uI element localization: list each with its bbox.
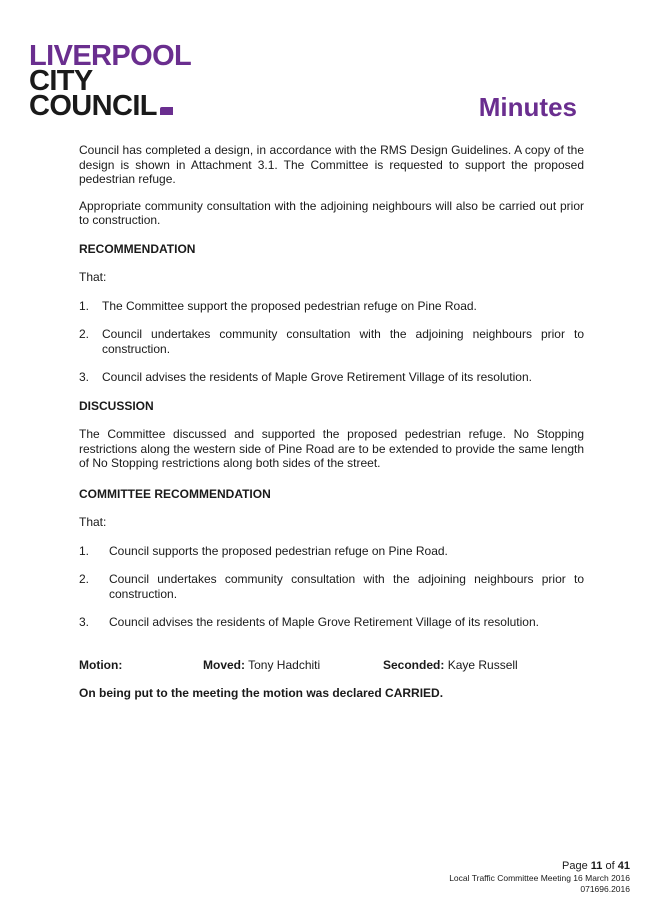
list-item-text: The Committee support the proposed pedestrian refuge on Pine Road. [102, 298, 477, 313]
list-item-text: Council supports the proposed pedestrian refuge on Pine Road. [109, 543, 448, 558]
list-item-number: 1. [79, 543, 90, 558]
motion-row [79, 658, 584, 673]
page-total: 41 [617, 860, 630, 872]
paragraph-consultation: Appropriate community consultation with the adjoining neighbours will also be carried out prior to construction. [79, 198, 584, 227]
list-item [79, 299, 584, 314]
list-item [79, 572, 584, 601]
document-body [79, 143, 584, 701]
that-label: That: [79, 270, 107, 284]
list-item [79, 370, 584, 385]
page-footer [449, 860, 630, 895]
that-label: That: [79, 515, 107, 529]
motion-result: On being put to the meeting the motion was declared CARRIED. [79, 686, 444, 700]
page-current: 11 [590, 860, 603, 872]
seconded-label: Seconded: [383, 657, 445, 672]
list-item [79, 615, 584, 630]
list-item-number: 2. [79, 327, 90, 341]
list-item-number: 1. [79, 298, 90, 313]
paragraph-design: Council has completed a design, in accordance with the RMS Design Guidelines. A copy of the design is shown in Attachment 3.1. The Committee is requested to support the proposed pedestrian refuge. [79, 143, 584, 186]
discussion-text: The Committee discussed and supported the proposed pedestrian refuge. No Stopping restrictions along the western side of Pine Road are to be extended to provide the same length of No Stopping restrictions along both sides of the street. [79, 427, 584, 470]
page-label: Page [562, 860, 588, 872]
seconded-by [383, 658, 518, 673]
discussion-heading: DISCUSSION [79, 398, 154, 413]
list-item-number: 3. [79, 615, 90, 629]
recommendation-heading: RECOMMENDATION [79, 241, 196, 256]
seconded-value: Kaye Russell [447, 657, 518, 672]
committee-recommendation-heading: COMMITTEE RECOMMENDATION [79, 486, 271, 501]
list-item-number: 3. [79, 370, 90, 384]
page-number [449, 860, 630, 873]
page-of-label: of [605, 860, 615, 872]
list-item-text: Council undertakes community consultation with the adjoining neighbours prior to construction. [102, 327, 584, 356]
moved-by [203, 658, 383, 673]
council-logo [29, 40, 192, 122]
list-item-text: Council undertakes community consultation with the adjoining neighbours prior to construction. [109, 572, 584, 601]
meeting-name: Local Traffic Committee Meeting 16 March 2016 [449, 873, 630, 883]
list-item-number: 2. [79, 572, 90, 586]
logo-line-council [29, 90, 191, 122]
page-title: Minutes [478, 92, 577, 122]
logo-mark-icon [160, 107, 173, 115]
list-item [79, 544, 584, 559]
document-id: 071696.2016 [580, 884, 630, 894]
moved-label: Moved: [203, 657, 245, 672]
list-item [79, 327, 584, 356]
list-item-text: Council advises the residents of Maple Grove Retirement Village of its resolution. [109, 615, 539, 629]
moved-value: Tony Hadchiti [248, 657, 321, 672]
logo-line-liverpool: LIVERPOOL [29, 40, 192, 72]
logo-line-city: CITY [29, 65, 93, 97]
motion-label: Motion: [79, 657, 123, 672]
list-item-text: Council advises the residents of Maple Grove Retirement Village of its resolution. [102, 370, 532, 384]
logo-council-text: COUNCIL [29, 90, 157, 122]
